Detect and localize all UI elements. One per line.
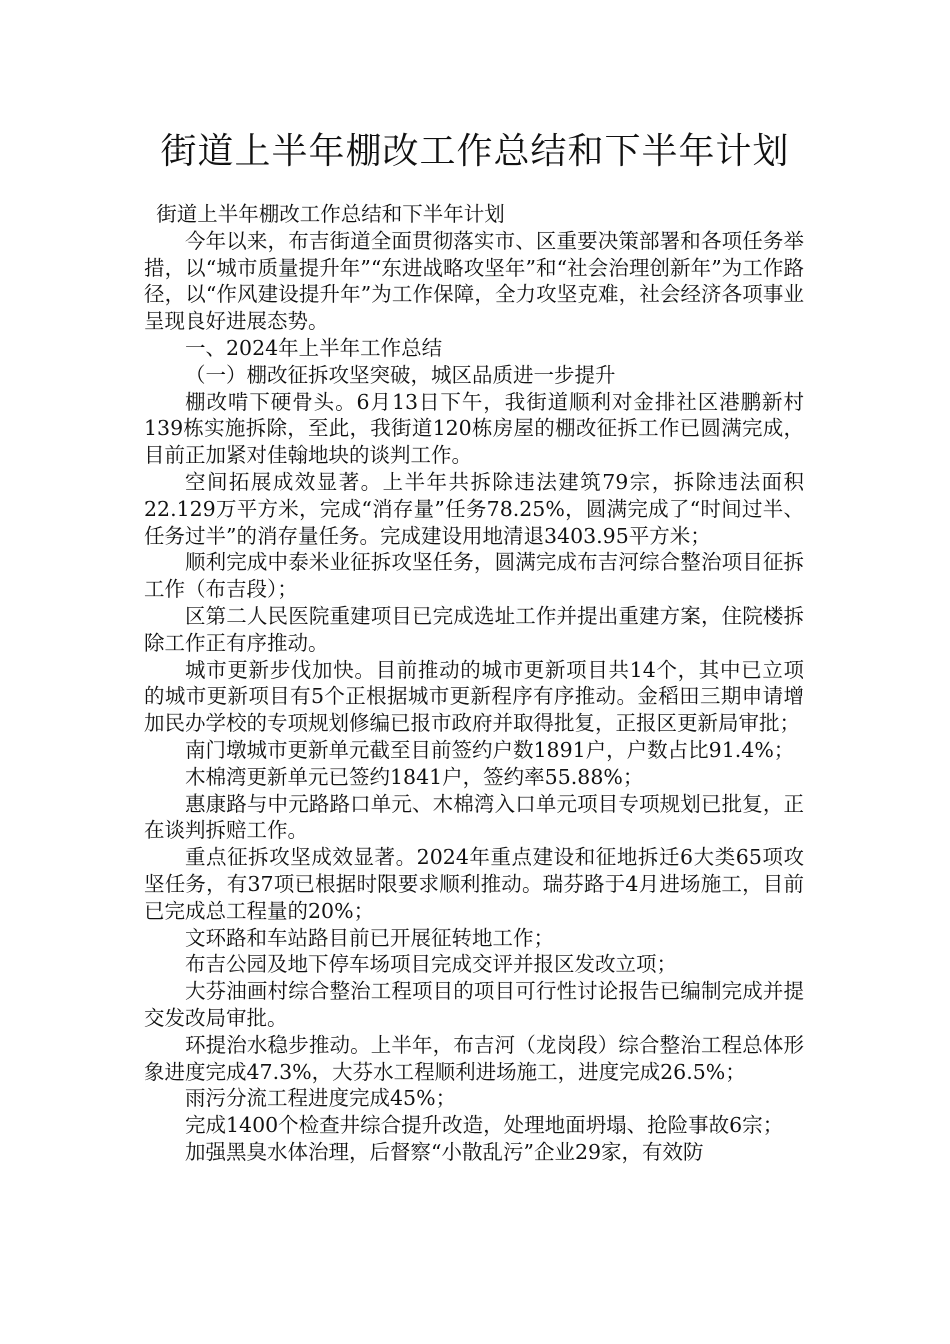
- body-paragraph: 文环路和车站路目前已开展征转地工作；: [185, 925, 554, 950]
- section-heading: 一、2024年上半年工作总结: [185, 335, 443, 360]
- subsection-heading: （一）棚改征拆攻坚突破，城区品质进一步提升: [185, 362, 616, 387]
- body-paragraph: 雨污分流工程进度完成45%；: [185, 1086, 457, 1111]
- body-paragraph: 加强黑臭水体治理，后督察“小散乱污”企业29家，有效防: [185, 1139, 704, 1164]
- body-paragraph: 区第二人民医院重建项目已完成选址工作并提出重建方案，住院楼拆除工作正有序推动。: [144, 603, 804, 655]
- body-paragraph: 木棉湾更新单元已签约1841户，签约率55.88%；: [185, 764, 644, 789]
- body-paragraph: 大芬油画村综合整治工程项目的项目可行性讨论报告已编制完成并提交发改局审批。: [144, 979, 804, 1030]
- document-title: 街道上半年棚改工作总结和下半年计划: [160, 131, 790, 172]
- body-paragraph: 惠康路与中元路路口单元、木棉湾入口单元项目专项规划已批复，正在谈判拆赔工作。: [144, 791, 804, 843]
- body-paragraph: 空间拓展成效显著。上半年共拆除违法建筑79宗，拆除违法面积22.129万平方米，完成“消存量”任务78.25%，圆满完成了“时间过半、任务过半”的消存量任务。完成建设用地清退3403.95平方米；: [144, 469, 804, 548]
- body-paragraph: 棚改啃下硬骨头。6月13日下午，我街道顺利对金排社区港鹏新村139栋实施拆除，至此，我街道120栋房屋的棚改征拆工作已圆满完成，目前正加紧对佳翰地块的谈判工作。: [144, 389, 804, 468]
- body-paragraph: 重点征拆攻坚成效显著。2024年重点建设和征地拆迁6大类65项攻坚任务，有37项已根据时限要求顺利推动。瑞芬路于4月进场施工，目前已完成总工程量的20%；: [144, 845, 804, 923]
- body-paragraph: 布吉公园及地下停车场项目完成交评并报区发改立项；: [185, 952, 677, 977]
- subtitle-paragraph: 街道上半年棚改工作总结和下半年计划: [156, 202, 505, 226]
- body-paragraph: 城市更新步伐加快。目前推动的城市更新项目共14个，其中已立项的城市更新项目有5个正根据城市更新程序有序推动。金稻田三期申请增加民办学校的专项规划修编已报市政府并取得批复，正报区更新局审批；: [144, 657, 804, 736]
- document-body: [144, 201, 804, 1166]
- body-paragraph: 完成1400个检查井综合提升改造，处理地面坍塌、抢险事故6宗；: [185, 1113, 784, 1138]
- intro-paragraph: 今年以来，布吉街道全面贯彻落实市、区重要决策部署和各项任务举措，以“城市质量提升年”“东进战略攻坚年”和“社会治理创新年”为工作路径，以“作风建设提升年”为工作保障，全力攻坚克难，社会经济各项事业呈现良好进展态势。: [144, 228, 804, 334]
- body-paragraph: 顺利完成中泰米业征拆攻坚任务，圆满完成布吉河综合整治项目征拆工作（布吉段）；: [144, 550, 804, 602]
- body-paragraph: 南门墩城市更新单元截至目前签约户数1891户，户数占比91.4%；: [185, 737, 795, 762]
- body-paragraph: 环提治水稳步推动。上半年，布吉河（龙岗段）综合整治工程总体形象进度完成47.3%，大芬水工程顺利进场施工，进度完成26.5%；: [144, 1032, 804, 1084]
